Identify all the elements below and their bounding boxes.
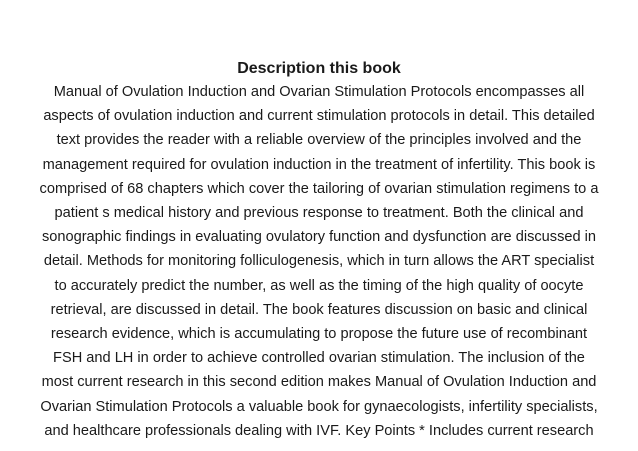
- description-line: detail. Methods for monitoring folliculogenesis, which in turn allows the ART specialist: [43, 253, 595, 270]
- description-line: research evidence, which is accumulating to propose the future use of recombinant: [50, 326, 588, 343]
- description-line: sonographic findings in evaluating ovulatory function and dysfunction are discussed in: [41, 229, 597, 246]
- description-body: [0, 80, 638, 443]
- description-line: patient s medical history and previous response to treatment. Both the clinical and: [54, 205, 584, 222]
- description-line: Ovarian Stimulation Protocols a valuable book for gynaecologists, infertility specialists,: [40, 398, 598, 415]
- description-line: comprised of 68 chapters which cover the tailoring of ovarian stimulation regimens to a: [39, 180, 599, 197]
- description-line: FSH and LH in order to achieve controlled ovarian stimulation. The inclusion of the: [53, 350, 585, 367]
- description-line: aspects of ovulation induction and current stimulation protocols in detail. This detailed: [43, 108, 595, 125]
- description-line: retrieval, are discussed in detail. The book features discussion on basic and clinical: [50, 301, 588, 318]
- description-line: to accurately predict the number, as well as the timing of the high quality of oocyte: [54, 277, 584, 294]
- description-line: management required for ovulation induction in the treatment of infertility. This book is: [42, 156, 596, 173]
- description-line: Manual of Ovulation Induction and Ovarian Stimulation Protocols encompasses all: [53, 84, 585, 100]
- description-line: and healthcare professionals dealing with IVF. Key Points * Includes current research: [44, 422, 594, 439]
- description-line: text provides the reader with a reliable overview of the principles involved and the: [56, 132, 582, 149]
- page-title: Description this book: [237, 60, 401, 77]
- description-line: most current research in this second edition makes Manual of Ovulation Induction and: [41, 374, 597, 391]
